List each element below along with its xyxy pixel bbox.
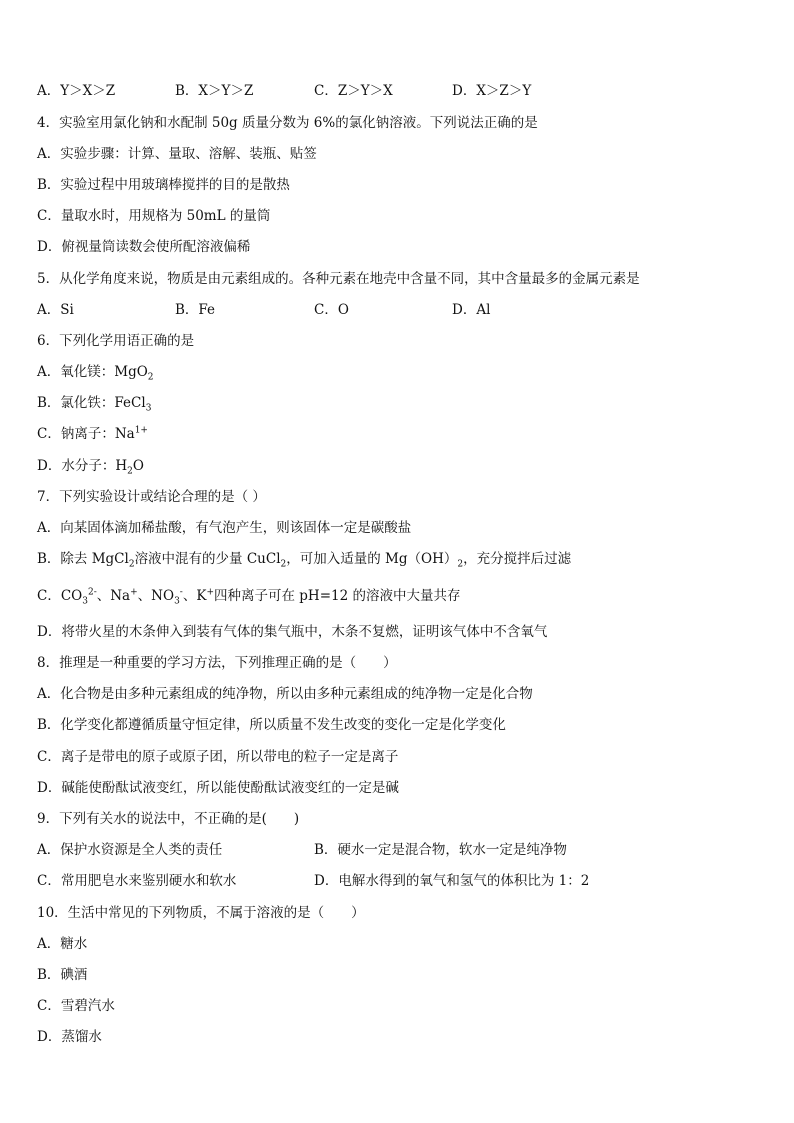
- q6-option-d: D．水分子：$H_2O$: [37, 458, 144, 477]
- q9-option-c: C．常用肥皂水来鉴别硬水和软水: [37, 873, 237, 889]
- q4-option-b: B．实验过程中用玻璃棒搅拌的目的是散热: [37, 177, 290, 193]
- q10-option-d: D．蒸馏水: [37, 1029, 102, 1045]
- q7-stem: 7．下列实验设计或结论合理的是（ ）: [37, 489, 266, 505]
- q6-option-c: C．钠离子：$Na^{1+}$: [37, 425, 148, 442]
- q4-option-a: A．实验步骤：计算、量取、溶解、装瓶、贴签: [37, 146, 317, 162]
- q10-option-a: A．糖水: [37, 936, 88, 952]
- q9-option-a: A．保护水资源是全人类的责任: [37, 842, 223, 858]
- q8-stem: 8．推理是一种重要的学习方法，下列推理正确的是（ ）: [37, 655, 397, 671]
- q6-option-b: B．氯化铁：FeCl$_3$: [37, 395, 152, 414]
- q4-stem: 4．实验室用氯化钠和水配制 50g 质量分数为 6%的氯化钠溶液。下列说法正确的是: [37, 115, 538, 131]
- q7-option-d: D．将带火星的木条伸入到装有气体的集气瓶中，木条不复燃，证明该气体中不含氧气: [37, 624, 548, 640]
- q10-stem: 10．生活中常见的下列物质，不属于溶液的是（ ）: [37, 905, 365, 921]
- q10-option-c: C．雪碧汽水: [37, 998, 115, 1014]
- q3-option-b: B．X＞Y＞Z: [175, 83, 254, 99]
- q9-stem: 9．下列有关水的说法中，不正确的是( ): [37, 811, 300, 827]
- q7-option-a: A．向某固体滴加稀盐酸，有气泡产生，则该固体一定是碳酸盐: [37, 520, 412, 536]
- q10-option-b: B．碘酒: [37, 967, 88, 983]
- q7-option-c: C．$CO_3^{2-}$、Na+、$NO_3^-$、K+四种离子可在 pH=12 的溶液中大量共存: [37, 587, 461, 607]
- q5-option-d: D．Al: [452, 302, 491, 318]
- q4-option-d: D．俯视量筒读数会使所配溶液偏稀: [37, 239, 251, 255]
- q8-option-b: B．化学变化都遵循质量守恒定律，所以质量不发生改变的变化一定是化学变化: [37, 717, 506, 733]
- q5-option-a: A．Si: [37, 302, 74, 318]
- q3-option-a: A．Y＞X＞Z: [37, 83, 116, 99]
- q3-option-c: C．Z＞Y＞X: [314, 83, 393, 99]
- q3-option-d: D．X＞Z＞Y: [452, 83, 532, 99]
- q9-option-d: D．电解水得到的氧气和氢气的体积比为 1：2: [314, 873, 590, 889]
- q6-stem: 6．下列化学用语正确的是: [37, 333, 195, 349]
- q7-option-b: B．除去 MgCl$_2$溶液中混有的少量 CuCl$_2$，可加入适量的 $Mg(OH)_2$，充分搅拌后过滤: [37, 551, 572, 570]
- q9-option-b: B．硬水一定是混合物，软水一定是纯净物: [314, 842, 567, 858]
- q5-stem: 5．从化学角度来说，物质是由元素组成的。各种元素在地壳中含量不同，其中含量最多的金属元素是: [37, 271, 640, 287]
- q8-option-d: D．碱能使酚酞试液变红，所以能使酚酞试液变红的一定是碱: [37, 780, 399, 796]
- q8-option-a: A．化合物是由多种元素组成的纯净物，所以由多种元素组成的纯净物一定是化合物: [37, 686, 533, 702]
- q5-option-c: C．O: [314, 302, 349, 318]
- q6-option-a: A．氧化镁：MgO$_2$: [37, 364, 154, 383]
- q8-option-c: C．离子是带电的原子或原子团，所以带电的粒子一定是离子: [37, 749, 399, 765]
- q5-option-b: B．Fe: [175, 302, 216, 318]
- q4-option-c: C．量取水时，用规格为 50mL 的量筒: [37, 208, 271, 224]
